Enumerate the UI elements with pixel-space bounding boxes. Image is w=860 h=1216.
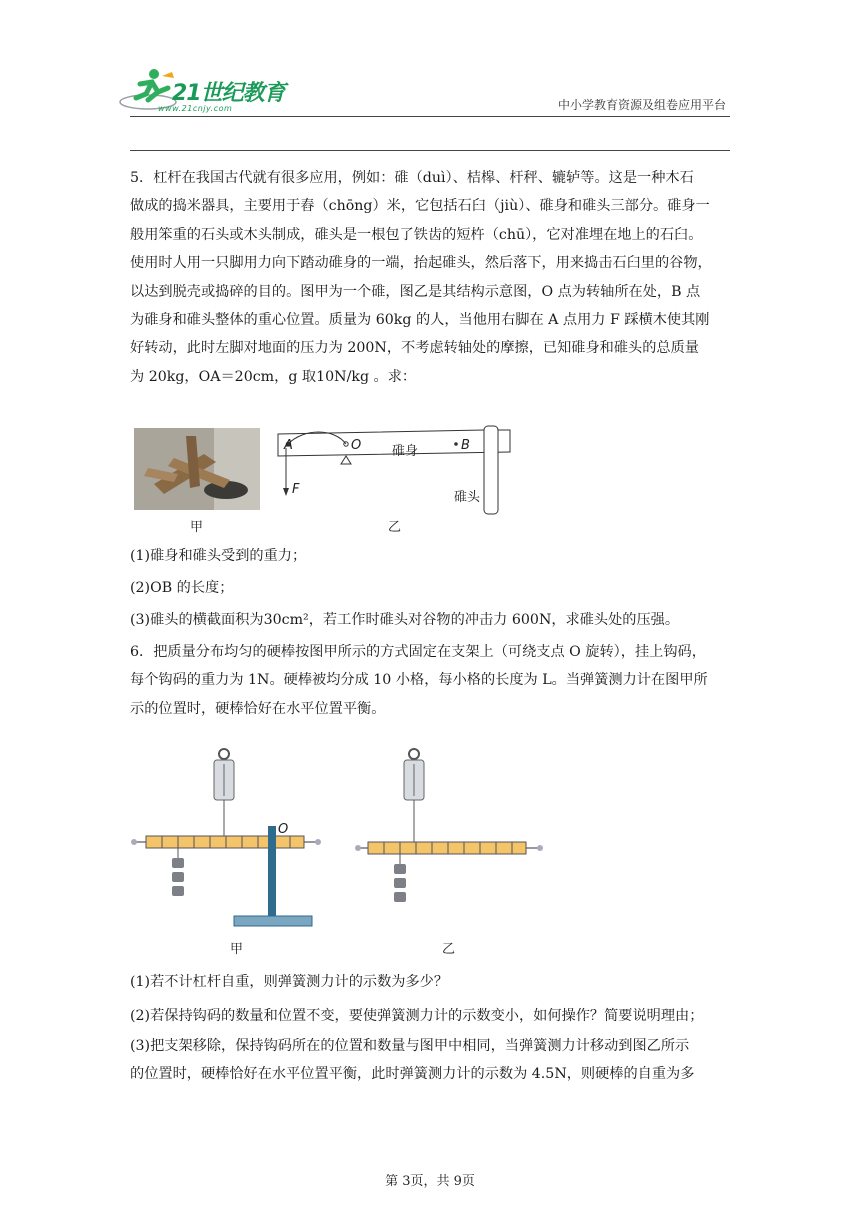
force-f-label: F (292, 482, 300, 497)
q5-line: 好转动，此时左脚对地面的压力为 200N，不考虑转轴处的摩擦，已知碓身和碓头的总质量 (130, 340, 699, 357)
point-a-label: A (284, 438, 293, 453)
q5-sub1: (1)碓身和碓头受到的重力； (130, 548, 307, 564)
q6-sub3-line: (3)把支架移除，保持钩码所在的位置和数量与图甲中相同，当弹簧测力计移动到图乙所示 (130, 1038, 690, 1054)
q6-sub3-line: 的位置时，硬棒恰好在水平位置平衡，此时弹簧测力计的示数为 4.5N，则硬棒的自重为多 (130, 1066, 695, 1083)
q5-line: 以达到脱壳或捣碎的目的。图甲为一个碓，图乙是其结构示意图，O 点为转轴所在处，B 点 (130, 283, 701, 300)
fig5-caption-jia: 甲 (190, 520, 204, 535)
page-number: 第 3页，共 9页 (385, 1174, 475, 1189)
q6-sub3 (130, 1032, 734, 1089)
fig6-caption-jia: 甲 (230, 942, 244, 957)
fig5-caption-yi: 乙 (388, 520, 402, 535)
q5-sub2: (2)OB 的长度； (130, 580, 234, 596)
question-6-text (130, 638, 734, 723)
logo-text: 21世纪教育 (172, 81, 285, 106)
lever-setup-yi (352, 746, 548, 906)
q5-sub3: (3)碓头的横截面积为30cm²，若工作时碓头对谷物的冲击力 600N，求碓头处的压强。 (130, 612, 680, 628)
logo-url: www.21cnjy.com (158, 104, 233, 113)
q5-line: 为 20kg，OA＝20cm，g 取10N/kg 。求： (130, 368, 417, 385)
q6-sub2: (2)若保持钩码的数量和位置不变，要使弹簧测力计的示数变小，如何操作？简要说明理由； (130, 1008, 704, 1024)
question-5-text (130, 164, 734, 391)
q6-sub1: (1)若不计杠杆自重，则弹簧测力计的示数为多少？ (130, 974, 449, 990)
body-label: 碓身 (392, 444, 419, 459)
head-label: 碓头 (454, 490, 481, 505)
q6-line: 示的位置时，硬棒恰好在水平位置平衡。 (130, 700, 386, 717)
q5-line: 使用时人用一只脚用力向下踏动碓身的一端，抬起碓头，然后落下，用来捣击石臼里的谷物， (130, 255, 712, 272)
point-b-label: B (461, 438, 470, 453)
platform-name: 中小学教育资源及组卷应用平台 (557, 98, 726, 112)
q6-line: 6．把质量分布均匀的硬棒按图甲所示的方式固定在支架上（可绕支点 O 旋转），挂上钩码， (130, 644, 706, 660)
point-o-label: O (351, 438, 362, 453)
mortar-photo (134, 428, 260, 510)
header-divider (130, 116, 730, 117)
q5-line: 5．杠杆在我国古代就有很多应用，例如：碓（duì）、桔槔、杆秤、辘轳等。这是一种木石 (130, 170, 694, 186)
mortar-structure-diagram (274, 424, 524, 524)
page-header (0, 0, 860, 150)
fig6-caption-yi: 乙 (442, 942, 456, 957)
q5-line: 般用笨重的石头或木头制成，碓头是一根包了铁齿的短杵（chū），它对准埋在地上的石臼。 (130, 226, 703, 243)
pivot-o-label: O (278, 822, 289, 837)
q5-line: 为碓身和碓头整体的重心位置。质量为 60kg 的人，当他用右脚在 A 点用力 F 踩横木使其刚 (130, 312, 710, 329)
q6-line: 每个钩码的重力为 1N。硬棒被均分成 10 小格，每小格的长度为 L。当弹簧测力计在图甲所 (130, 672, 708, 689)
lever-setup-jia (128, 746, 324, 936)
content-divider (130, 150, 730, 151)
q5-line: 做成的捣米器具，主要用于舂（chōng）米，它包括石臼（jiù）、碓身和碓头三部分。碓身一 (130, 198, 710, 215)
